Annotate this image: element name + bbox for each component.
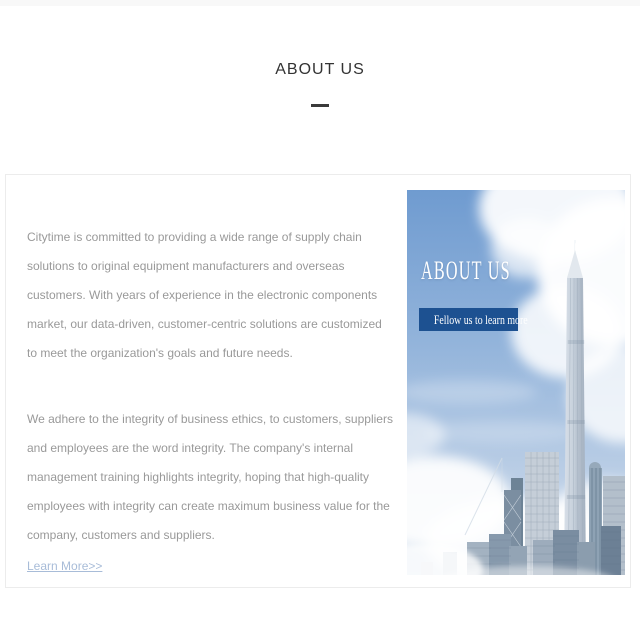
about-text-column — [27, 223, 393, 575]
follow-us-button-label: Fellow us to learn more — [433, 312, 528, 327]
title-underline-dash — [311, 104, 329, 107]
follow-us-button[interactable] — [419, 308, 528, 331]
city-skyline-illustration — [407, 190, 625, 575]
previous-section-edge — [0, 0, 640, 6]
about-banner-image — [407, 190, 625, 575]
image-overlay-title: ABOUT US — [421, 256, 511, 285]
learn-more-link[interactable]: Learn More>> — [27, 559, 103, 573]
about-paragraph-2: We adhere to the integrity of business ethics, to customers, suppliers and employees are the word integrity. The company's internal management training highlights integrity, hoping that high-quality employees with integrity can create maximum business value for the company, customers and suppliers. — [27, 412, 393, 542]
about-card — [5, 174, 631, 588]
about-paragraph-1: Citytime is committed to providing a wide range of supply chain solutions to original equipment manufacturers and overseas customers. With years of experience in the electronic components market, our data-driven, customer-centric solutions are customized to meet the organization's goals and future needs. — [27, 230, 382, 360]
section-title: ABOUT US — [275, 61, 365, 78]
